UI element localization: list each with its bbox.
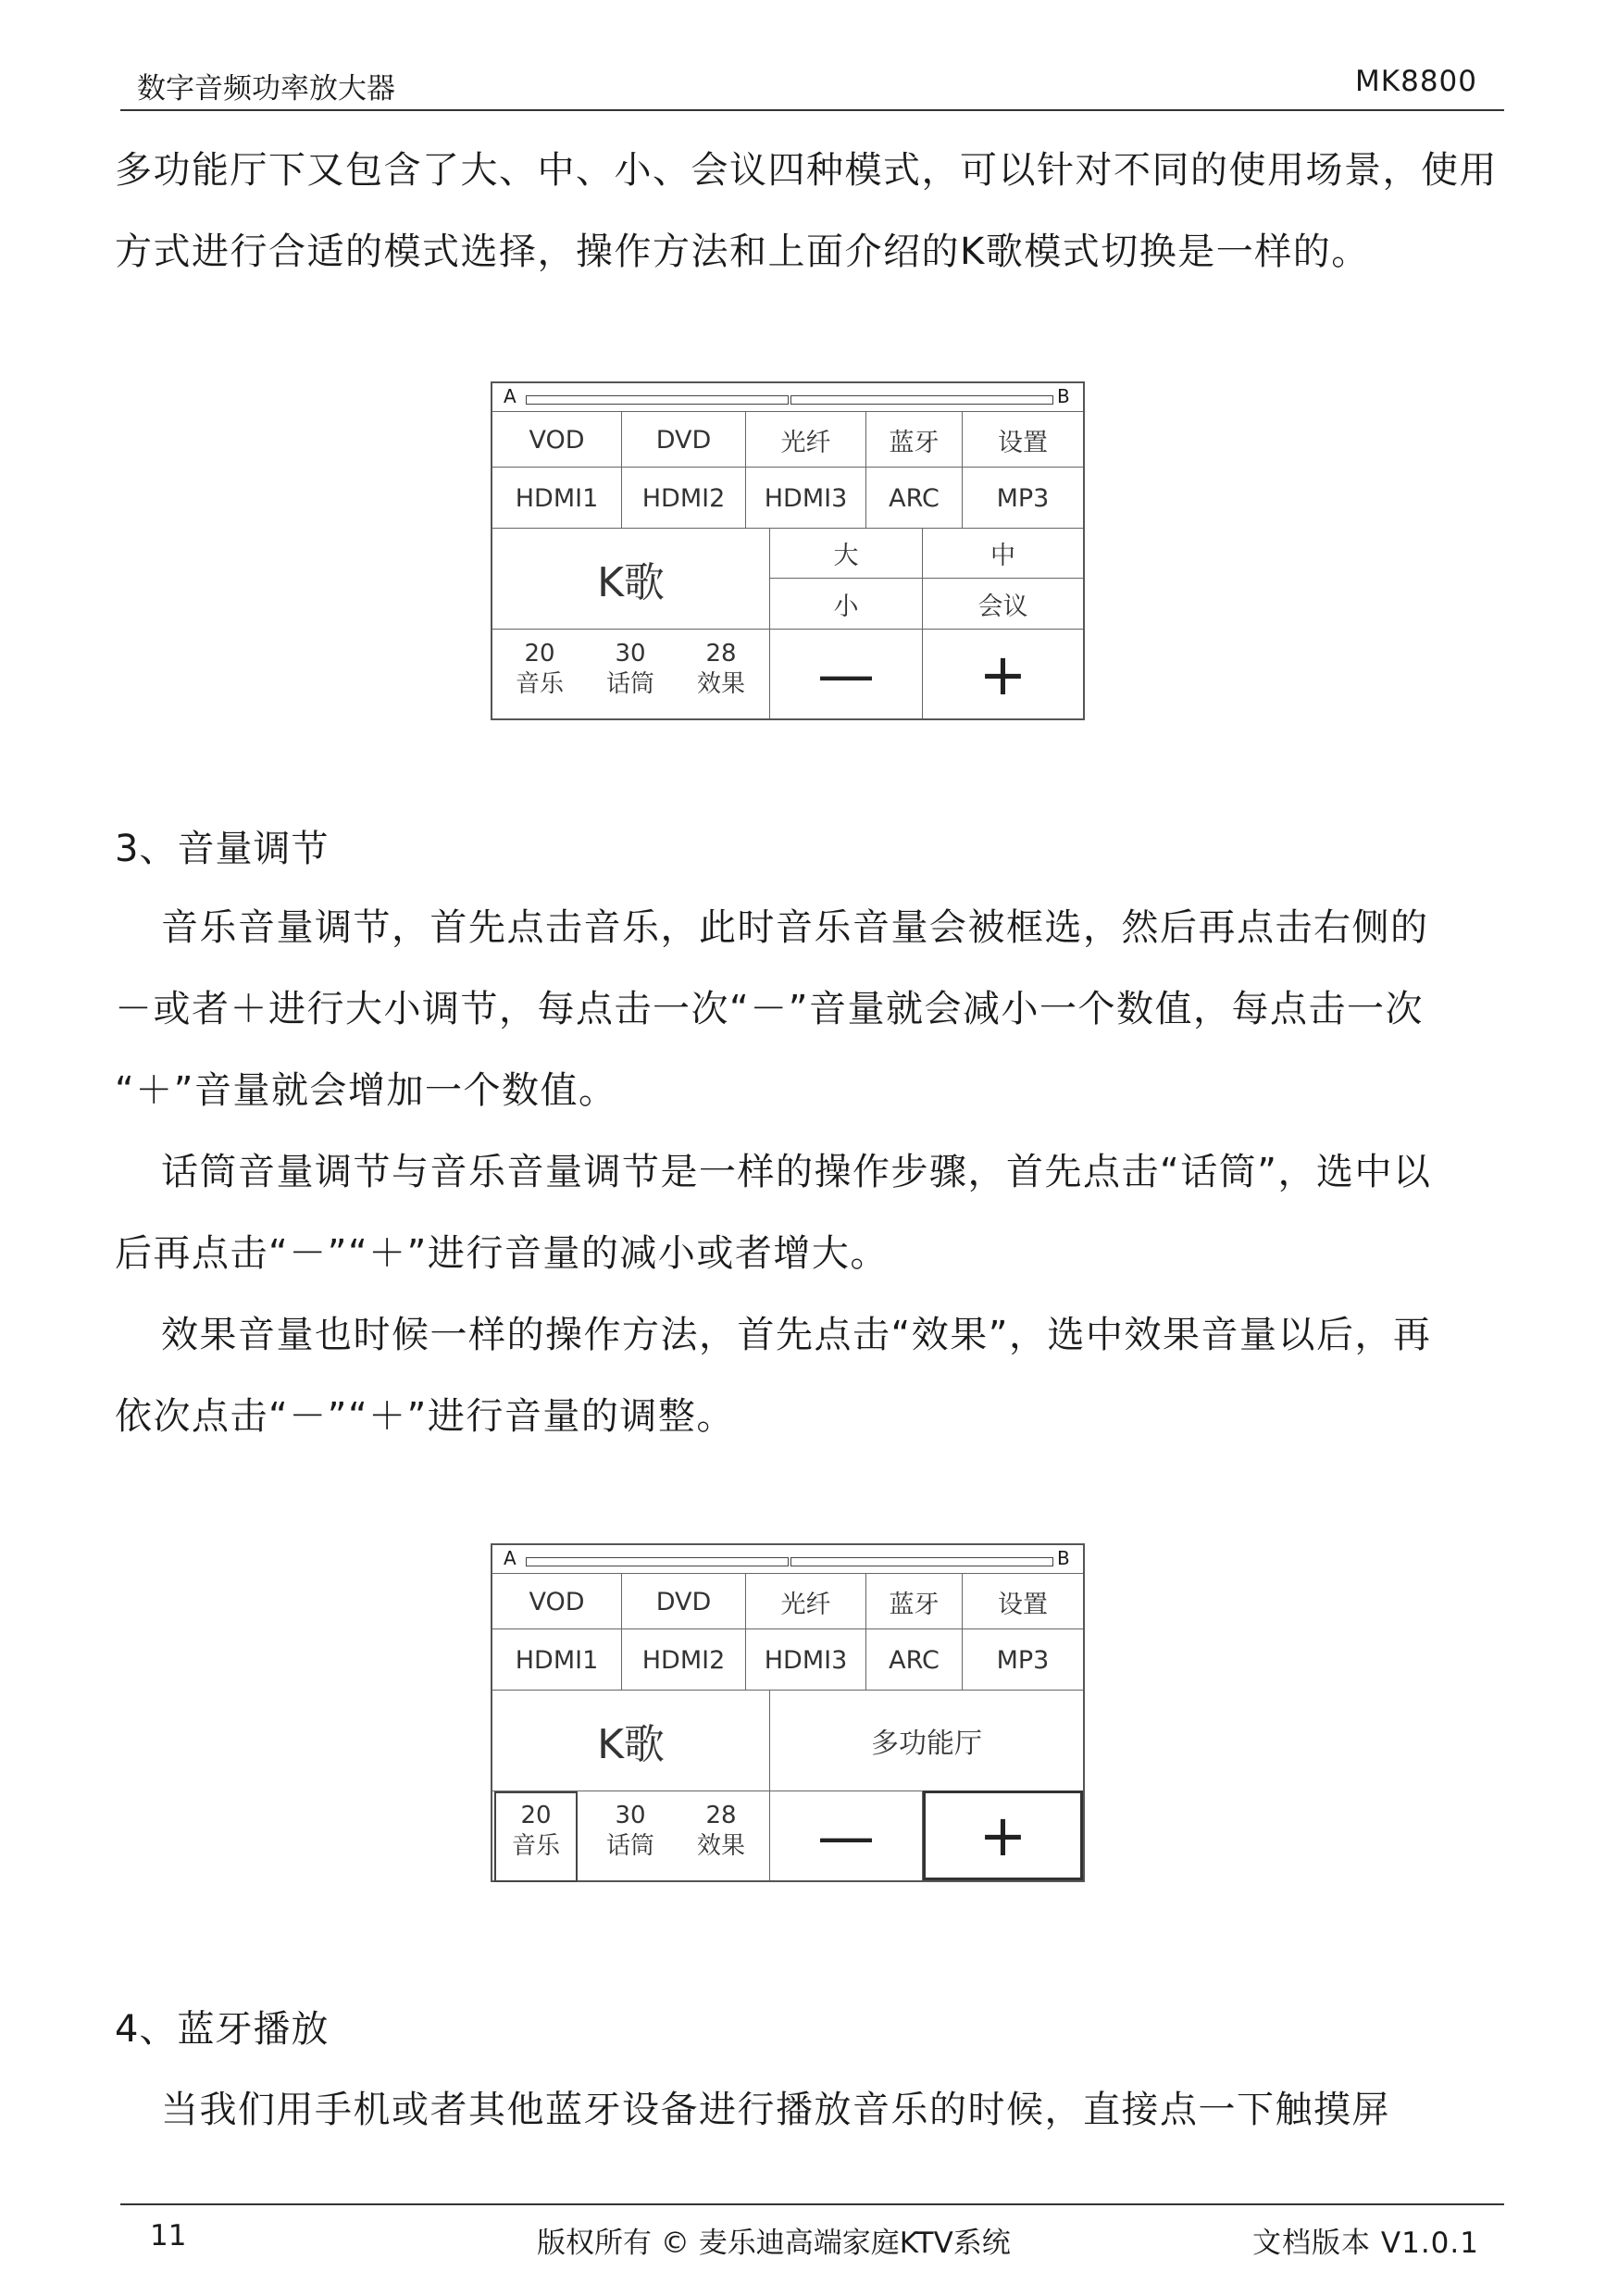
mic-volume-label: 话筒 [605, 1832, 654, 1860]
source-optical-button[interactable]: 光纤 [746, 412, 866, 468]
source-row-2 [492, 1628, 1083, 1691]
mic-volume-button[interactable] [589, 639, 672, 700]
balance-bar-left[interactable] [526, 1557, 789, 1566]
source-bluetooth-button[interactable]: 蓝牙 [866, 412, 963, 468]
effect-volume-button[interactable] [679, 639, 763, 700]
section3-p1-line1: 音乐音量调节，首先点击音乐，此时音乐音量会被框选，然后再点击右侧的 [161, 906, 1429, 949]
source-optical-button[interactable]: 光纤 [746, 1574, 866, 1629]
volume-minus-button[interactable]: — [770, 629, 923, 718]
source-hdmi3-button[interactable]: HDMI3 [746, 468, 866, 529]
karaoke-mode-button[interactable]: K歌 [492, 529, 770, 629]
section4-heading: 4、蓝牙播放 [115, 2008, 330, 2051]
bar-label-a: A [504, 1547, 517, 1569]
source-bluetooth-button[interactable]: 蓝牙 [866, 1574, 963, 1629]
mic-volume-value: 30 [615, 640, 646, 668]
mode-large-button[interactable]: 大 [770, 529, 923, 579]
source-row-1 [492, 1573, 1083, 1629]
bar-label-a: A [504, 385, 517, 407]
mode-medium-button[interactable]: 中 [923, 529, 1083, 579]
lower-section [492, 1690, 1083, 1880]
music-volume-button[interactable] [498, 639, 581, 700]
section3-p3-line2: 依次点击“－”“＋”进行音量的调整。 [115, 1395, 735, 1438]
effect-volume-button[interactable] [679, 1801, 763, 1862]
intro-line-2: 方式进行合适的模式选择，操作方法和上面介绍的K歌模式切换是一样的。 [115, 231, 1370, 273]
balance-bar-right[interactable] [790, 395, 1053, 405]
source-arc-button[interactable]: ARC [866, 1629, 963, 1691]
source-arc-button[interactable]: ARC [866, 468, 963, 529]
music-volume-value: 20 [520, 1802, 552, 1829]
header-title: 数字音频功率放大器 [137, 72, 395, 106]
footer-rule [120, 2203, 1504, 2205]
music-volume-button[interactable] [494, 1791, 578, 1882]
section3-heading: 3、音量调节 [115, 828, 330, 870]
source-row-2 [492, 467, 1083, 529]
source-vod-button[interactable]: VOD [492, 412, 622, 468]
source-hdmi1-button[interactable]: HDMI1 [492, 1629, 622, 1691]
music-volume-label: 音乐 [515, 670, 564, 698]
karaoke-mode-button[interactable]: K歌 [492, 1691, 770, 1791]
volume-plus-button[interactable]: + [923, 629, 1083, 718]
ab-bars [492, 383, 1083, 411]
source-hdmi2-button[interactable]: HDMI2 [622, 468, 746, 529]
control-panel-2 [491, 1543, 1085, 1882]
section4-p1-line1: 当我们用手机或者其他蓝牙设备进行播放音乐的时候，直接点一下触摸屏 [161, 2089, 1390, 2131]
section3-p2-line1: 话筒音量调节与音乐音量调节是一样的操作步骤，首先点击“话筒”，选中以 [161, 1151, 1432, 1193]
intro-line-1: 多功能厅下又包含了大、中、小、会议四种模式，可以针对不同的使用场景，使用 [115, 149, 1498, 192]
control-panel-1 [491, 381, 1085, 720]
volume-group [492, 629, 770, 718]
source-dvd-button[interactable]: DVD [622, 1574, 746, 1629]
balance-bar-left[interactable] [526, 395, 789, 405]
effect-volume-value: 28 [705, 640, 737, 668]
mic-volume-value: 30 [615, 1802, 646, 1829]
volume-group [492, 1791, 770, 1880]
music-volume-label: 音乐 [511, 1832, 560, 1860]
footer-page-number: 11 [150, 2219, 187, 2252]
volume-minus-button[interactable]: — [770, 1791, 923, 1880]
source-row-1 [492, 411, 1083, 468]
ab-bars [492, 1545, 1083, 1573]
source-dvd-button[interactable]: DVD [622, 412, 746, 468]
footer-copyright: 版权所有 © 麦乐迪高端家庭KTV系统 [537, 2227, 1011, 2260]
header-model: MK8800 [1355, 65, 1477, 98]
mode-meeting-button[interactable]: 会议 [977, 592, 1028, 621]
section3-p1-line3: “＋”音量就会增加一个数值。 [115, 1069, 617, 1112]
effect-volume-label: 效果 [696, 1832, 745, 1860]
mic-volume-button[interactable] [589, 1801, 672, 1862]
lower-section [492, 528, 1083, 718]
source-hdmi1-button[interactable]: HDMI1 [492, 468, 622, 529]
source-mp3-button[interactable]: MP3 [996, 1645, 1050, 1675]
source-hdmi3-button[interactable]: HDMI3 [746, 1629, 866, 1691]
section3-p3-line1: 效果音量也时候一样的操作方法，首先点击“效果”，选中效果音量以后，再 [161, 1314, 1432, 1356]
bar-label-b: B [1057, 1547, 1070, 1569]
mode-small-button[interactable]: 小 [770, 579, 923, 629]
bar-label-b: B [1057, 385, 1070, 407]
header-rule [120, 109, 1504, 111]
hall-mode-button[interactable]: 多功能厅 [871, 1728, 982, 1760]
music-volume-value: 20 [524, 640, 555, 668]
settings-button[interactable]: 设置 [998, 1590, 1048, 1619]
volume-plus-button[interactable]: + [923, 1791, 1083, 1880]
section3-p1-line2: －或者＋进行大小调节，每点击一次“－”音量就会减小一个数值，每点击一次 [115, 988, 1424, 1030]
section3-p2-line2: 后再点击“－”“＋”进行音量的减小或者增大。 [115, 1232, 889, 1275]
settings-button[interactable]: 设置 [998, 428, 1048, 457]
source-vod-button[interactable]: VOD [492, 1574, 622, 1629]
balance-bar-right[interactable] [790, 1557, 1053, 1566]
hall-mode-grid [770, 529, 1083, 629]
source-hdmi2-button[interactable]: HDMI2 [622, 1629, 746, 1691]
source-mp3-button[interactable]: MP3 [996, 483, 1050, 513]
footer-version: 文档版本 V1.0.1 [1252, 2227, 1479, 2260]
effect-volume-value: 28 [705, 1802, 737, 1829]
mic-volume-label: 话筒 [605, 670, 654, 698]
effect-volume-label: 效果 [696, 670, 745, 698]
